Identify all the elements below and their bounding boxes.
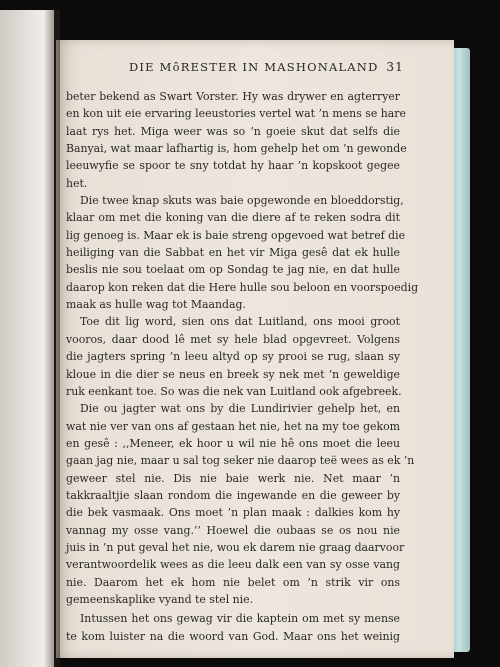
text-line: beslis nie sou toelaat om op Sondag te jag nie, en dat hulle (66, 263, 400, 277)
gutter-shadow (44, 10, 60, 667)
text-line: gaan jag nie, maar u sal tog seker nie daarop teë wees as ek ’n (66, 454, 415, 468)
text-line: beter bekend as Swart Vorster. Hy was drywer en agterryer (66, 90, 400, 103)
text-line: die jagters spring ’n leeu altyd op sy prooi se rug, slaan sy (66, 350, 400, 364)
text-line: laat rys het. Miga weer was so ’n goeie skut dat selfs die (66, 124, 400, 138)
text-line: verantwoordelik wees as die leeu dalk een van sy osse vang (66, 558, 400, 572)
text-line: te kom luister na die woord van God. Maar ons het weinig (66, 629, 400, 643)
text-line: Die twee knap skuts was baie opgewonde en bloeddorstig, (80, 194, 404, 208)
text-line: Intussen het ons gewag vir die kaptein om met sy mense (80, 612, 400, 626)
text-line: gemeenskaplike vyand te stel nie. (66, 592, 254, 606)
text-line: juis in ’n put geval het nie, wou ek darem nie graag daarvoor (66, 540, 405, 554)
text-line: en gesê : ,,Meneer, ek hoor u wil nie hê ons moet die leeu (66, 436, 400, 450)
text-line: lig genoeg is. Maar ek is baie streng opgevoed wat betref die (66, 228, 406, 242)
text-line: leeuwyfie se spoor te sny totdat hy haar ’n kopskoot gegee (66, 159, 400, 173)
text-line: het. (66, 176, 88, 190)
running-head-title: DIE MôRESTER IN MASHONALAND (129, 60, 379, 74)
text-line: heiliging van die Sabbat en het vir Miga gesê dat ek hulle (66, 246, 400, 260)
body-text (66, 88, 419, 645)
text-line: Die ou jagter wat ons by die Lundirivier gehelp het, en (80, 402, 400, 416)
back-cover-edge (452, 48, 470, 652)
text-line: klaar om met die koning van die diere af te reken sodra dit (66, 211, 400, 225)
text-line: takkraaltjie slaan rondom die ingewande en die geweer by (66, 488, 400, 502)
text-line: vannag my osse vang.’’ Hoewel die oubaas se os nou nie (66, 523, 400, 537)
text-line: en kon uit eie ervaring leeustories vertel wat ’n mens se hare (66, 107, 406, 121)
running-head (56, 60, 454, 80)
text-line: wat nie ver van ons af gestaan het nie, het na my toe gekom (66, 419, 400, 433)
text-line: die bek vasmaak. Ons moet ’n plan maak : dalkies kom hy (66, 506, 400, 520)
text-line: Banyai, wat maar lafhartig is, hom gehelp het om ’n gewonde (66, 142, 407, 156)
page-number: 31 (386, 60, 404, 74)
text-line: Toe dit lig word, sien ons dat Luitland, ons mooi groot (80, 315, 400, 329)
text-line: ruk eenkant toe. So was die nek van Luitland ook afgebreek. (66, 384, 402, 398)
text-line: geweer stel nie. Dis nie baie werk nie. Net maar ’n (66, 471, 400, 485)
text-line: maak as hulle wag tot Maandag. (66, 298, 246, 312)
text-line: vooros, daar dood lê met sy hele blad opgevreet. Volgens (66, 332, 400, 346)
text-line: daarop kon reken dat die Here hulle sou beloon en voorspoedig (66, 280, 419, 294)
text-line: kloue in die dier se neus en breek sy nek met ’n geweldige (66, 367, 400, 381)
text-line: nie. Daarom het ek hom nie belet om ’n strik vir ons (66, 575, 400, 589)
